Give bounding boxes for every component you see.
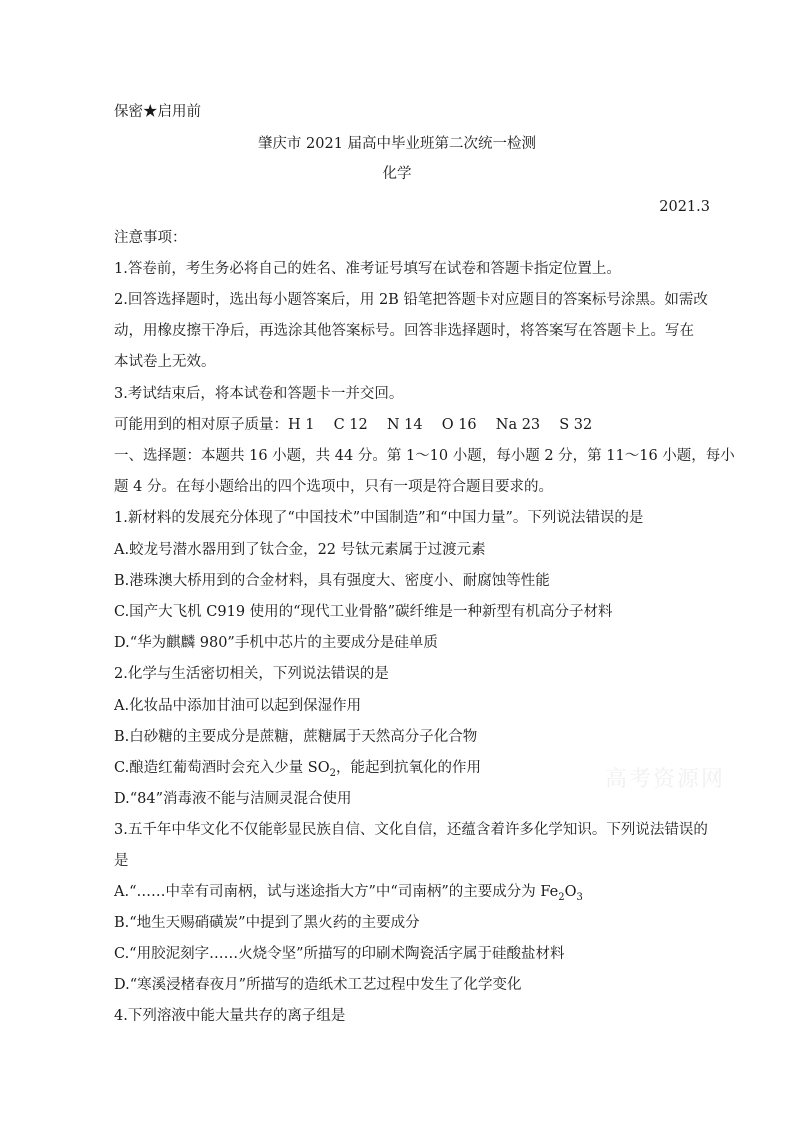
question-1-stem: 1.新材料的发展充分体现了“中国技术”中国制造”和“中国力量”。下列说法错误的是 <box>114 510 644 526</box>
question-3-option-b: B.“地生天赐硝磺炭”中提到了黑火药的主要成分 <box>114 915 420 931</box>
secret-mark: 保密★启用前 <box>114 104 201 120</box>
note-item-3: 3.考试结束后，将本试卷和答题卡一并交回。 <box>114 386 404 402</box>
question-2-option-c-tail: ，能起到抗氧化的作用 <box>336 760 481 776</box>
note-item-2-line-2: 动，用橡皮擦干净后，再选涂其他答案标号。回答非选择题时，将答案写在答题卡上。写在 <box>114 323 694 339</box>
question-3-stem-line-2: 是 <box>114 853 129 869</box>
question-1-option-c: C.国产大飞机 C919 使用的“现代工业骨骼”碳纤维是一种新型有机高分子材料 <box>114 604 613 620</box>
question-3-option-d: D.“寒溪浸楮春夜月”所描写的造纸术工艺过程中发生了化学变化 <box>114 977 522 993</box>
section-1-intro-line-1: 一、选择题：本题共 16 小题，共 44 分。第 1～10 小题，每小题 2 分，第 11～16 小题，每小 <box>114 448 735 464</box>
question-3-option-a-oxygen: O <box>564 884 577 900</box>
exam-title: 肇庆市 2021 届高中毕业班第二次统一检测 <box>257 136 537 152</box>
question-2-option-c-text: C.酿造红葡萄酒时会充入少量 SO <box>114 760 330 776</box>
question-3-option-a-text: A.“……中幸有司南柄，试与迷途指大方”中“司南柄”的主要成分为 Fe <box>114 884 559 900</box>
section-1-intro-line-2: 题 4 分。在每小题给出的四个选项中，只有一项是符合题目要求的。 <box>114 479 553 495</box>
question-1-option-b: B.港珠澳大桥用到的合金材料，具有强度大、密度小、耐腐蚀等性能 <box>114 573 550 589</box>
question-1-option-d: D.“华为麒麟 980”手机中芯片的主要成分是硅单质 <box>114 635 438 651</box>
note-item-2-line-3: 本试卷上无效。 <box>114 354 216 370</box>
question-2-stem: 2.化学与生活密切相关，下列说法错误的是 <box>114 666 389 682</box>
question-2-option-d: D.“84”消毒液不能与洁厕灵混合使用 <box>114 791 352 807</box>
question-1-option-a: A.蛟龙号潜水器用到了钛合金，22 号钛元素属于过渡元素 <box>114 542 486 558</box>
atomic-mass-line: 可能用到的相对原子质量：H 1 C 12 N 14 O 16 Na 23 S 32 <box>114 417 593 433</box>
question-2-option-b: B.白砂糖的主要成分是蔗糖，蔗糖属于天然高分子化合物 <box>114 729 478 745</box>
question-3-option-a-subscript-2: 3 <box>576 891 583 903</box>
question-2-option-c <box>114 758 481 778</box>
note-item-1: 1.答卷前，考生务必将自己的姓名、准考证号填写在试卷和答题卡指定位置上。 <box>114 261 621 277</box>
exam-date: 2021.3 <box>659 199 710 215</box>
question-3-stem-line-1: 3.五千年中华文化不仅能彰显民族自信、文化自信，还蕴含着许多化学知识。下列说法错误的 <box>114 822 708 838</box>
subject-title: 化学 <box>382 166 412 182</box>
note-item-2-line-1: 2.回答选择题时，选出每小题答案后，用 2B 铅笔把答题卡对应题目的答案标号涂黑。如需改 <box>114 292 708 308</box>
notes-heading: 注意事项： <box>114 230 187 246</box>
question-2-option-a: A.化妆品中添加甘油可以起到保湿作用 <box>114 698 362 714</box>
question-3-option-c: C.“用胶泥刻字……火烧令坚”所描写的印刷术陶瓷活字属于硅酸盐材料 <box>114 946 565 962</box>
watermark-text: 高考资源网 <box>605 767 726 792</box>
question-3-option-a-subscript-1: 2 <box>558 891 565 903</box>
question-4-stem: 4.下列溶液中能大量共存的离子组是 <box>114 1008 346 1024</box>
question-3-option-a <box>114 882 583 902</box>
question-2-option-c-subscript: 2 <box>329 767 336 779</box>
